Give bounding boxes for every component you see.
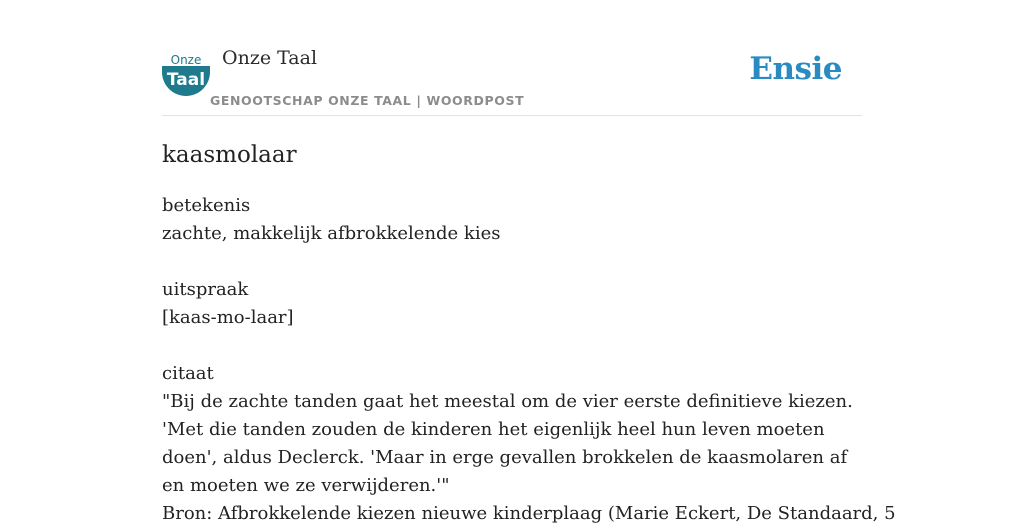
- ensie-brand-logo[interactable]: Ensie: [749, 51, 842, 87]
- quote-source: Bron: Afbrokkelende kiezen nieuwe kinderplaag (Marie Eckert, De Standaard, 5: [162, 503, 896, 524]
- entry-content: [162, 192, 896, 528]
- definition-section: [162, 192, 862, 248]
- site-header: [162, 0, 862, 116]
- logo-text-top: Onze: [170, 53, 202, 67]
- pronunciation-label: uitspraak: [162, 279, 249, 300]
- site-subtitle: GENOOTSCHAP ONZE TAAL | WOORDPOST: [210, 93, 525, 108]
- onze-taal-logo[interactable]: [162, 52, 210, 96]
- pronunciation-text: [kaas-mo-laar]: [162, 307, 294, 328]
- quote-section: [162, 360, 896, 528]
- site-name[interactable]: Onze Taal: [222, 47, 318, 69]
- definition-text: zachte, makkelijk afbrokkelende kies: [162, 223, 501, 244]
- page: [162, 0, 896, 524]
- quote-text: "Bij de zachte tanden gaat het meestal om de vier eerste definitieve kiezen. 'Met die tanden zouden de kinderen het eigenlijk heel hun leven moeten doen', aldus Declerck. 'Maar in erge gevallen brokkelen de kaasmolaren af en moeten we ze verwijderen.'": [162, 391, 853, 496]
- entry-word-title: kaasmolaar: [162, 142, 297, 168]
- definition-label: betekenis: [162, 195, 251, 216]
- quote-label: citaat: [162, 363, 214, 384]
- pronunciation-section: [162, 276, 862, 332]
- logo-text-bottom: Taal: [166, 70, 206, 90]
